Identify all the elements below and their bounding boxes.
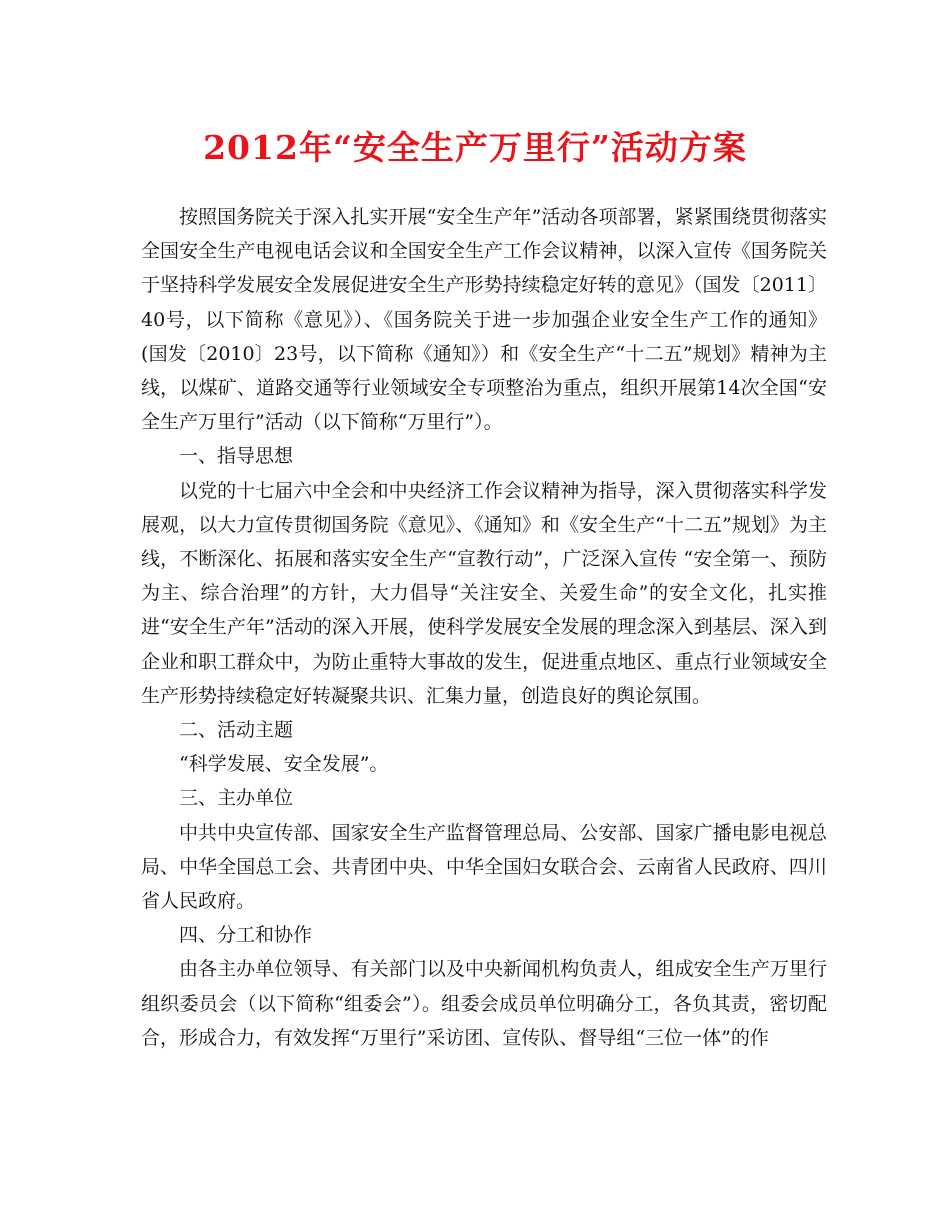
division-of-work-paragraph: 由各主办单位领导、有关部门以及中央新闻机构负责人，组成安全生产万里行组织委员会（以下简称“组委会”）。组委会成员单位明确分工，各负其责，密切配合，形成合力，有效发挥“万里行”采访团、宣传队、督导组“三位一体”的作 bbox=[141, 958, 827, 1049]
section-heading-theme: 二、活动主题 bbox=[179, 719, 294, 742]
theme-paragraph: “科学发展、安全发展”。 bbox=[179, 753, 389, 776]
section-heading-organizers: 三、主办单位 bbox=[179, 787, 294, 810]
document-body bbox=[141, 200, 827, 1055]
intro-paragraph: 按照国务院关于深入扎实开展“安全生产年”活动各项部署，紧紧围绕贯彻落实全国安全生产电视电话会议和全国安全生产工作会议精神，以深入宣传《国务院关于坚持科学发展安全发展促进安全生产形势持续稳定好转的意见》（国发〔2011〕40号，以下简称《意见》）、《国务院关于进一步加强企业安全生产工作的通知》(国发〔2010〕23号，以下简称《通知》）和《安全生产“十二五”规划》精神为主线，以煤矿、道路交通等行业领域安全专项整治为重点，组织开展第14次全国“安全生产万里行”活动（以下简称“万里行”）。 bbox=[141, 206, 827, 434]
guiding-ideology-paragraph: 以党的十七届六中全会和中央经济工作会议精神为指导，深入贯彻落实科学发展观，以大力宣传贯彻国务院《意见》、《通知》和《安全生产“十二五”规划》为主线，不断深化、拓展和落实安全生产“宣教行动”，广泛深入宣传 “安全第一、预防为主、综合治理”的方针，大力倡导“关注安全、关爱生命”的安全文化，扎实推进“安全生产年”活动的深入开展，使科学发展安全发展的理念深入到基层、深入到企业和职工群众中，为防止重特大事故的发生，促进重点地区、重点行业领域安全生产形势持续稳定好转凝聚共识、汇集力量，创造良好的舆论氛围。 bbox=[141, 479, 827, 707]
document-title: 2012年“安全生产万里行”活动方案 bbox=[203, 128, 747, 167]
section-heading-division-of-work: 四、分工和协作 bbox=[179, 924, 313, 947]
section-heading-guiding-ideology: 一、指导思想 bbox=[179, 445, 294, 468]
organizers-paragraph: 中共中央宣传部、国家安全生产监督管理总局、公安部、国家广播电影电视总局、中华全国总工会、共青团中央、中华全国妇女联合会、云南省人民政府、四川省人民政府。 bbox=[141, 821, 827, 913]
